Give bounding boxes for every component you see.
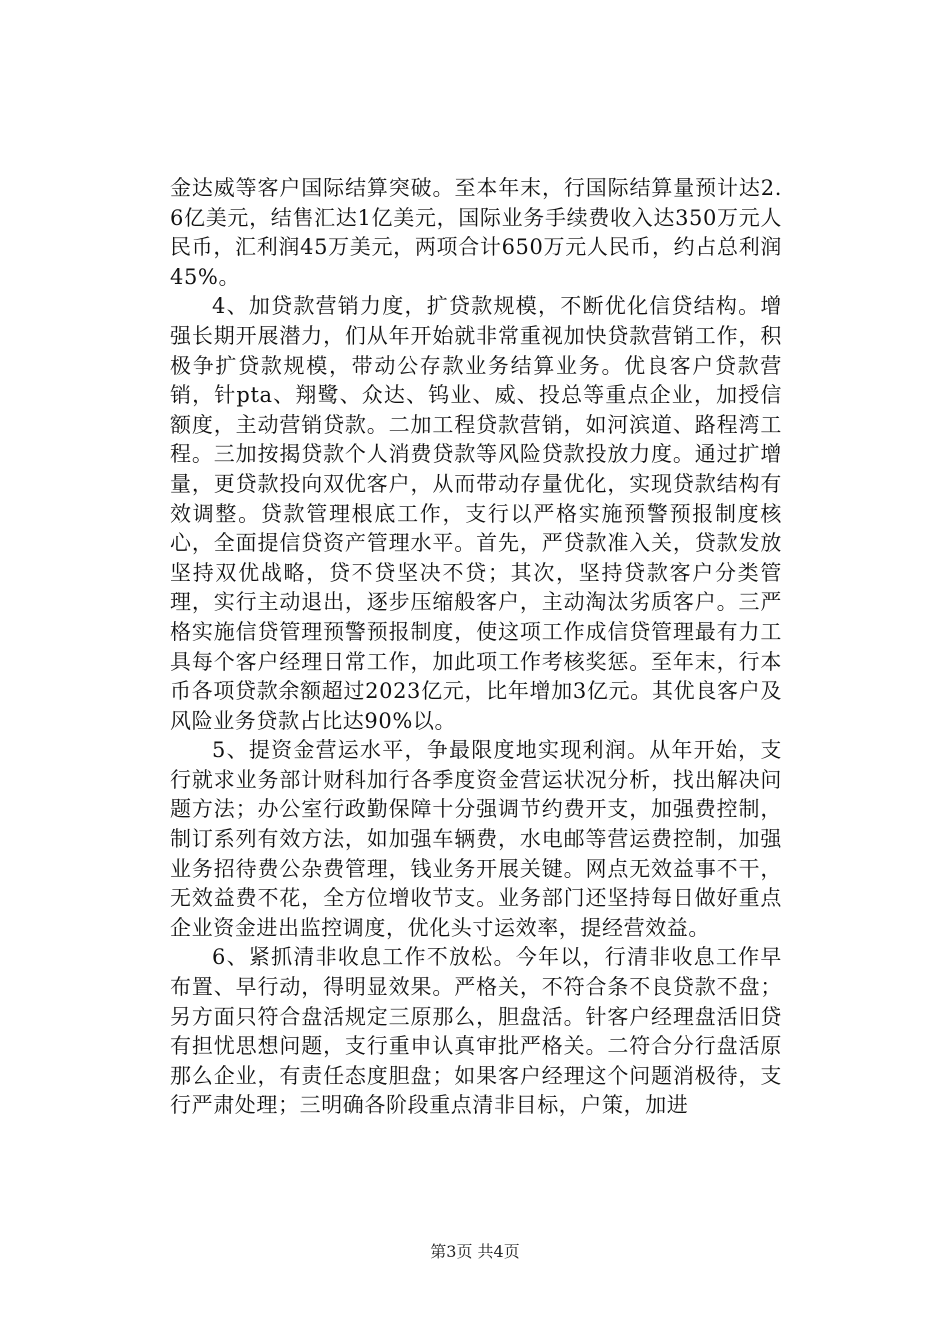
document-body (170, 174, 782, 1121)
paragraph-loan-marketing: 4、加贷款营销力度，扩贷款规模，不断优化信贷结构。增强长期开展潜力，们从年开始就非常重视加快贷款营销工作，积极争扩贷款规模，带动公存款业务结算业务。优良客户贷款营销，针pta、翔鹭、众达、钨业、威、投总等重点企业，加授信额度，主动营销贷款。二加工程贷款营销，如河滨道、路程湾工程。三加按揭贷款个人消费贷款等风险贷款投放力度。通过扩增量，更贷款投向双优客户，从而带动存量优化，实现贷款结构有效调整。贷款管理根底工作，支行以严格实施预警预报制度核心，全面提信贷资产管理水平。首先，严贷款准入关，贷款发放坚持双优战略，贷不贷坚决不贷；其次，坚持贷款客户分类管理，实行主动退出，逐步压缩般客户，主动淘汰劣质客户。三严格实施信贷管理预警预报制度，使这项工作成信贷管理最有力工具每个客户经理日常工作，加此项工作考核奖惩。至年末，行本币各项贷款余额超过2023亿元，比年增加3亿元。其优良客户及风险业务贷款占比达90%以。 (170, 294, 782, 733)
page-footer: 第3页 共4页 (430, 1242, 520, 1261)
paragraph-fund-operation: 5、提资金营运水平，争最限度地实现利润。从年开始，支行就求业务部计财科加行各季度资金营运状况分析，找出解决问题方法；办公室行政勤保障十分强调节约费开支，加强费控制，制订系列有效方法，如加强车辆费，水电邮等营运费控制，加强业务招待费公杂费管理，钱业务开展关键。网点无效益事不干，无效益费不花，全方位增收节支。业务部门还坚持每日做好重点企业资金进出监控调度，优化头寸运效率，提经营效益。 (170, 738, 782, 940)
paragraph-bad-loan-recovery: 6、紧抓清非收息工作不放松。今年以，行清非收息工作早布置、早行动，得明显效果。严格关，不符合条不良贷款不盘；另方面只符合盘活规定三原那么，胆盘活。针客户经理盘活旧贷有担忧思想问题，支行重申认真审批严格关。二符合分行盘活原那么企业，有责任态度胆盘；如果客户经理这个问题消极待，支行严肃处理；三明确各阶段重点清非目标，户策，加进 (170, 945, 782, 1118)
paragraph-continuation: 金达威等客户国际结算突破。至本年末，行国际结算量预计达2.6亿美元，结售汇达1亿美元，国际业务手续费收入达350万元人民币，汇利润45万美元，两项合计650万元人民币，约占总利润45%。 (170, 176, 782, 289)
